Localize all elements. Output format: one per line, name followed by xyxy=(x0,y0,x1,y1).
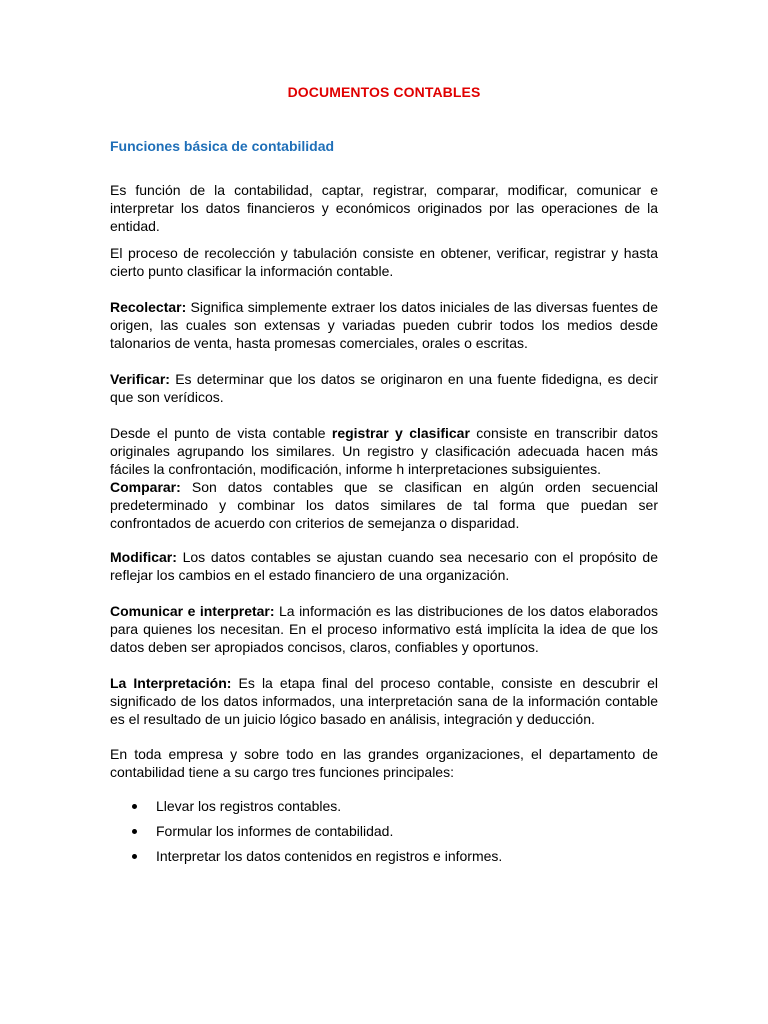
paragraph-final: En toda empresa y sobre todo en las grandes organizaciones, el departamento de contabilidad tiene a su cargo tres funciones principales: xyxy=(110,746,658,780)
text-recolectar: Significa simplemente extraer los datos iniciales de las diversas fuentes de origen, las cuales son extensas y variadas pueden cubrir todos los medios desde talonarios de venta, hasta promesas comerciales, orales o escritas. xyxy=(110,299,658,351)
list-item-text: Llevar los registros contables. xyxy=(156,798,342,814)
paragraph-registrar xyxy=(110,424,658,532)
term-verificar: Verificar: xyxy=(110,371,170,387)
section-subtitle: Funciones básica de contabilidad xyxy=(110,138,335,154)
paragraph-comunicar xyxy=(110,602,658,656)
paragraph-process: El proceso de recolección y tabulación consiste en obtener, verificar, registrar y hasta cierto punto clasificar la información contable. xyxy=(110,245,658,279)
text-interpretacion: Es la etapa final del proceso contable, consiste en descubrir el significado de los datos informados, una interpretación sana de la información contable es el resultado de un juicio lógico basado en análisis, integración y deducción. xyxy=(110,675,658,727)
bullet-icon xyxy=(132,854,137,859)
text-registrar: consiste en transcribir datos originales agrupando los similares. Un registro y clasificación adecuada hacen más fáciles la confrontación, modificación, informe h interpretaciones subsiguientes. xyxy=(110,425,658,477)
bullet-icon xyxy=(132,829,137,834)
paragraph-verificar xyxy=(110,370,658,406)
list-item xyxy=(110,822,658,840)
term-modificar: Modificar: xyxy=(110,549,177,565)
document-title: DOCUMENTOS CONTABLES xyxy=(287,84,481,100)
term-comparar: Comparar: xyxy=(110,479,181,495)
paragraph-modificar xyxy=(110,548,658,584)
text-comparar: Son datos contables que se clasifican en algún orden secuencial predeterminado y combinar los datos similares de tal forma que puedan ser confrontados de acuerdo con criterios de semejanza o disparidad. xyxy=(110,479,658,531)
list-item xyxy=(110,847,658,865)
text-registrar-pre: Desde el punto de vista contable xyxy=(110,425,332,441)
paragraph-recolectar xyxy=(110,298,658,352)
list-item-text: Formular los informes de contabilidad. xyxy=(156,823,394,839)
term-comunicar: Comunicar e interpretar: xyxy=(110,603,275,619)
paragraph-interpretacion xyxy=(110,674,658,728)
term-interpretacion: La Interpretación: xyxy=(110,675,232,691)
paragraph-intro: Es función de la contabilidad, captar, registrar, comparar, modificar, comunicar e interpretar los datos financieros y económicos originados por las operaciones de la entidad. xyxy=(110,182,658,234)
bullet-icon xyxy=(132,804,137,809)
functions-list xyxy=(110,797,658,872)
list-item xyxy=(110,797,658,815)
list-item-text: Interpretar los datos contenidos en registros e informes. xyxy=(156,848,503,864)
term-registrar: registrar y clasificar xyxy=(331,425,470,441)
text-modificar: Los datos contables se ajustan cuando sea necesario con el propósito de reflejar los cambios en el estado financiero de una organización. xyxy=(110,549,658,583)
text-verificar: Es determinar que los datos se originaron en una fuente fidedigna, es decir que son verídicos. xyxy=(110,371,658,405)
text-comunicar: La información es las distribuciones de los datos elaborados para quienes los necesitan. En el proceso informativo está implícita la idea de que los datos deben ser apropiados concisos, claros, confiables y oportunos. xyxy=(110,603,659,655)
term-recolectar: Recolectar: xyxy=(110,299,187,315)
